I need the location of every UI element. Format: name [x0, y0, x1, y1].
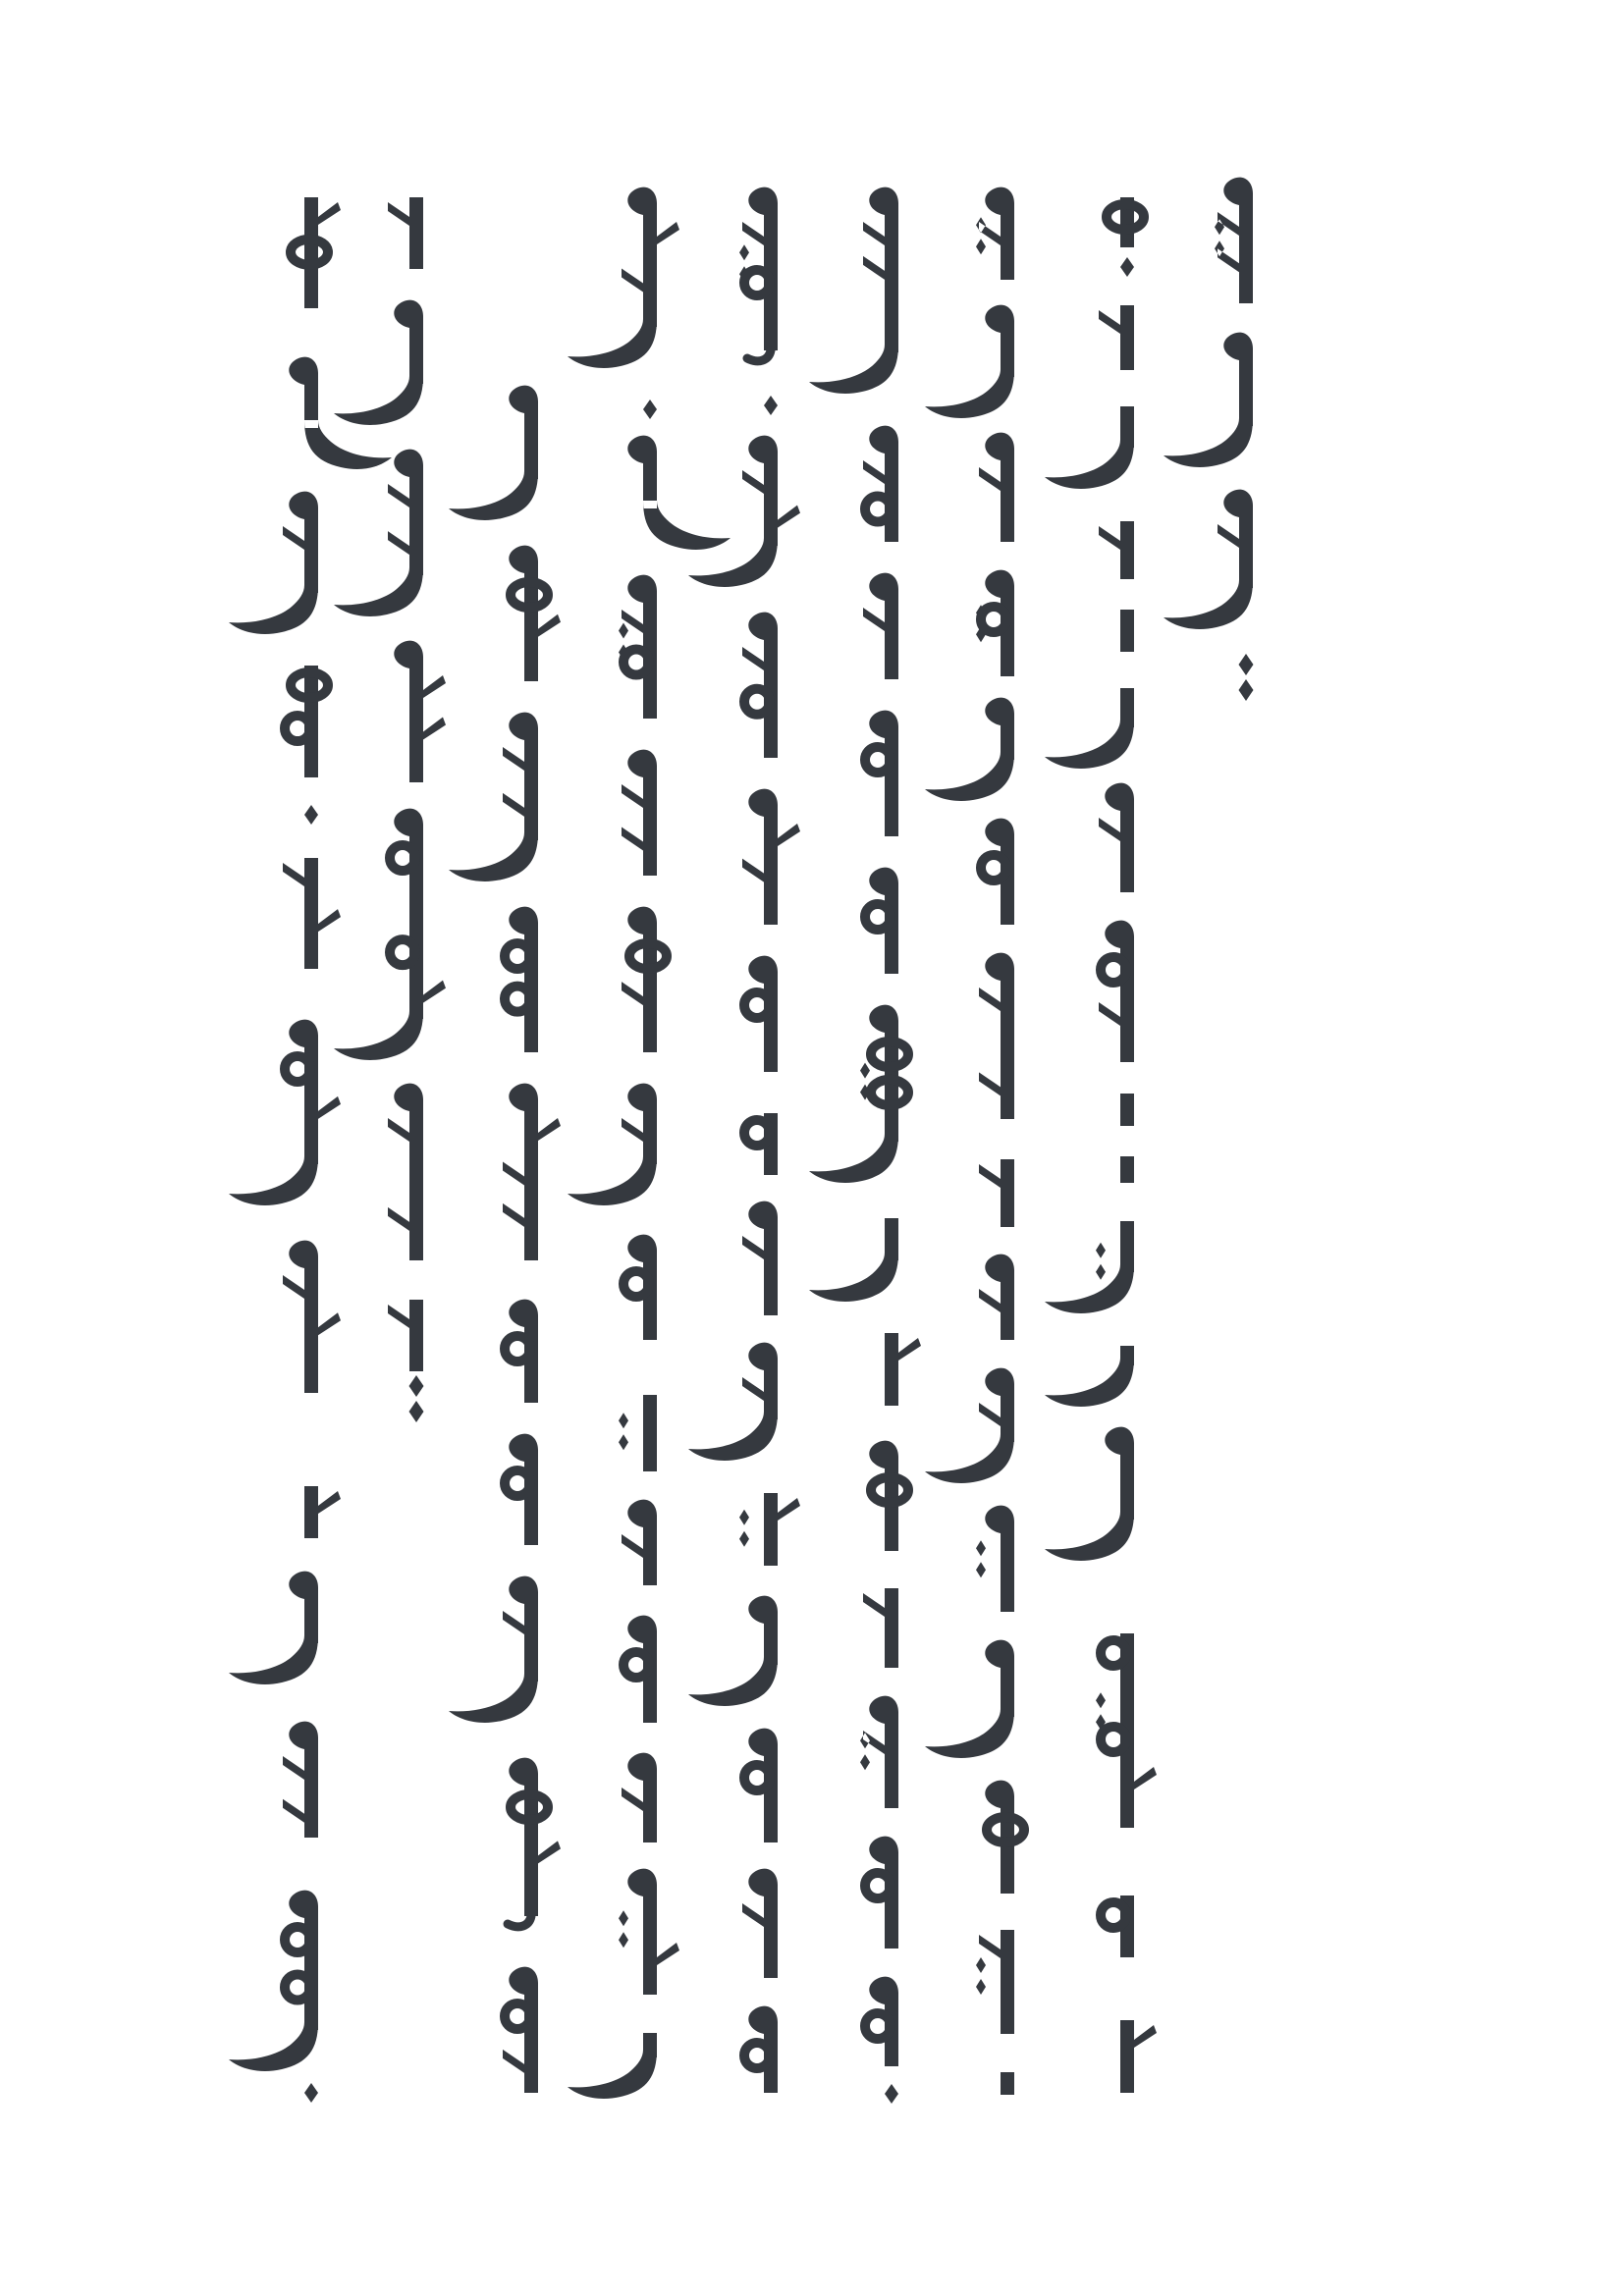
word-glyph: [739, 1493, 800, 1566]
mongolian-comma-mark: [643, 400, 657, 419]
word-glyph: [283, 1722, 318, 1838]
letter-loop: [390, 845, 415, 871]
text-column-7: [925, 187, 1024, 2095]
text-column-4: [568, 187, 731, 2099]
mongolian-comma-mark: [304, 2083, 318, 2103]
word-glyph: [742, 1201, 778, 1315]
word-glyph: [334, 450, 423, 616]
letter-loop: [505, 2003, 530, 2029]
word-glyph: [1099, 521, 1134, 579]
word-glyph: [568, 187, 679, 368]
letter-loop: [865, 904, 891, 930]
word-glyph: [1120, 2020, 1157, 2093]
word-glyph: [688, 1596, 778, 1706]
letter-loop: [865, 1873, 891, 1898]
letter-loop: [865, 2013, 891, 2039]
mongolian-comma-mark: [764, 396, 778, 415]
text-column-1: [229, 197, 392, 2103]
word-glyph: [449, 1576, 538, 1723]
letter-loop: [744, 1765, 770, 1790]
word-glyph: [622, 1753, 657, 1842]
word-glyph: [1099, 921, 1134, 1062]
word-glyph: [304, 1486, 341, 1538]
word-glyph: [1045, 1221, 1134, 1313]
word-glyph: [229, 1020, 341, 1205]
letter-loop: [981, 607, 1006, 632]
word-glyph: [1045, 1346, 1134, 1407]
word-glyph: [388, 197, 423, 269]
letter-loop: [505, 987, 530, 1012]
word-glyph: [863, 573, 898, 679]
text-column-3: [449, 386, 561, 2093]
letter-loop: [505, 1336, 530, 1362]
mongolian-comma-mark: [885, 2084, 898, 2104]
word-glyph: [925, 305, 1014, 418]
letter-loop: [623, 650, 649, 675]
word-glyph: [1045, 688, 1134, 769]
word-glyph: [622, 907, 657, 1052]
letter-loop: [285, 1974, 310, 2000]
word-glyph: [885, 1333, 921, 1406]
letter-loop: [390, 939, 415, 965]
word-glyph: [1001, 2072, 1014, 2095]
word-glyph: [976, 1506, 1014, 1612]
word-glyph: [809, 187, 898, 394]
mongolian-full-stop-mark: [1239, 654, 1254, 701]
word-glyph: [979, 953, 1014, 1119]
word-glyph: [1164, 490, 1253, 629]
word-glyph: [394, 641, 446, 782]
word-glyph: [283, 1241, 341, 1393]
letter-loop: [285, 1927, 310, 1952]
letter-loop: [865, 747, 891, 773]
letter-loop: [1101, 1902, 1126, 1928]
word-glyph: [1164, 333, 1253, 467]
word-glyph: [622, 1500, 657, 1585]
word-glyph: [976, 1930, 1014, 2034]
word-glyph: [449, 386, 538, 520]
text-column-8: [1045, 197, 1157, 2093]
word-glyph: [619, 1395, 657, 1471]
word-glyph: [503, 1084, 561, 1260]
word-glyph: [304, 197, 341, 308]
word-glyph: [925, 1640, 1014, 1758]
mongolian-comma-mark: [1120, 257, 1134, 277]
word-glyph: [229, 492, 318, 634]
letter-loop: [865, 497, 891, 522]
word-glyph: [809, 1218, 898, 1302]
word-glyph: [388, 1084, 423, 1260]
word-glyph: [622, 750, 657, 876]
word-glyph: [863, 1588, 898, 1668]
word-glyph: [568, 2033, 657, 2099]
letter-loop: [744, 2043, 770, 2068]
text-column-9: [1164, 178, 1254, 701]
mongolian-full-stop-mark: [409, 1375, 424, 1422]
letter-loop: [505, 1470, 530, 1496]
word-glyph: [1215, 178, 1253, 303]
letter-hook: [747, 350, 771, 361]
word-glyph: [688, 1343, 778, 1461]
letter-loop: [744, 992, 770, 1018]
word-glyph: [1045, 406, 1134, 489]
word-glyph: [1099, 783, 1134, 892]
word-glyph: [509, 1758, 561, 1916]
word-glyph: [449, 713, 538, 881]
word-glyph: [619, 1869, 679, 1995]
word-glyph: [509, 907, 538, 1052]
letter-hook: [508, 1916, 531, 1927]
letter-loop: [1101, 1640, 1126, 1666]
letter-loop: [1101, 1727, 1126, 1752]
word-glyph: [1120, 1156, 1134, 1183]
word-glyph: [979, 1255, 1014, 1340]
word-glyph: [809, 1005, 898, 1183]
letter-loop: [744, 270, 770, 295]
letter-loop: [1101, 957, 1126, 983]
word-glyph: [229, 1572, 318, 1684]
letter-loop: [981, 855, 1006, 881]
letter-loop: [285, 716, 310, 741]
word-glyph: [1099, 305, 1134, 370]
text-column-5: [688, 187, 800, 2093]
text-column-6: [809, 187, 921, 2104]
letter-loop: [285, 1056, 310, 1082]
text-column-2: [334, 197, 446, 1422]
word-glyph: [979, 433, 1014, 542]
letter-loop: [623, 1652, 649, 1678]
word-glyph: [925, 1368, 1014, 1483]
word-glyph: [1120, 1094, 1134, 1126]
letter-loop: [623, 1271, 649, 1297]
word-glyph: [1045, 1427, 1134, 1561]
word-glyph: [283, 858, 341, 969]
word-glyph: [860, 1696, 898, 1808]
word-glyph: [568, 1084, 657, 1205]
word-glyph: [976, 187, 1014, 280]
word-glyph: [334, 300, 423, 425]
letter-loop: [505, 943, 530, 969]
mongolian-comma-mark: [304, 805, 318, 825]
word-glyph: [627, 436, 731, 550]
word-glyph: [742, 789, 800, 925]
word-glyph: [388, 1300, 423, 1371]
word-glyph: [925, 698, 1014, 801]
word-glyph: [688, 436, 800, 587]
word-glyph: [742, 1869, 778, 1978]
word-glyph: [509, 546, 561, 681]
word-glyph: [1120, 610, 1134, 652]
letter-loop: [744, 1120, 770, 1146]
letter-loop: [744, 689, 770, 715]
word-glyph: [979, 1159, 1014, 1227]
